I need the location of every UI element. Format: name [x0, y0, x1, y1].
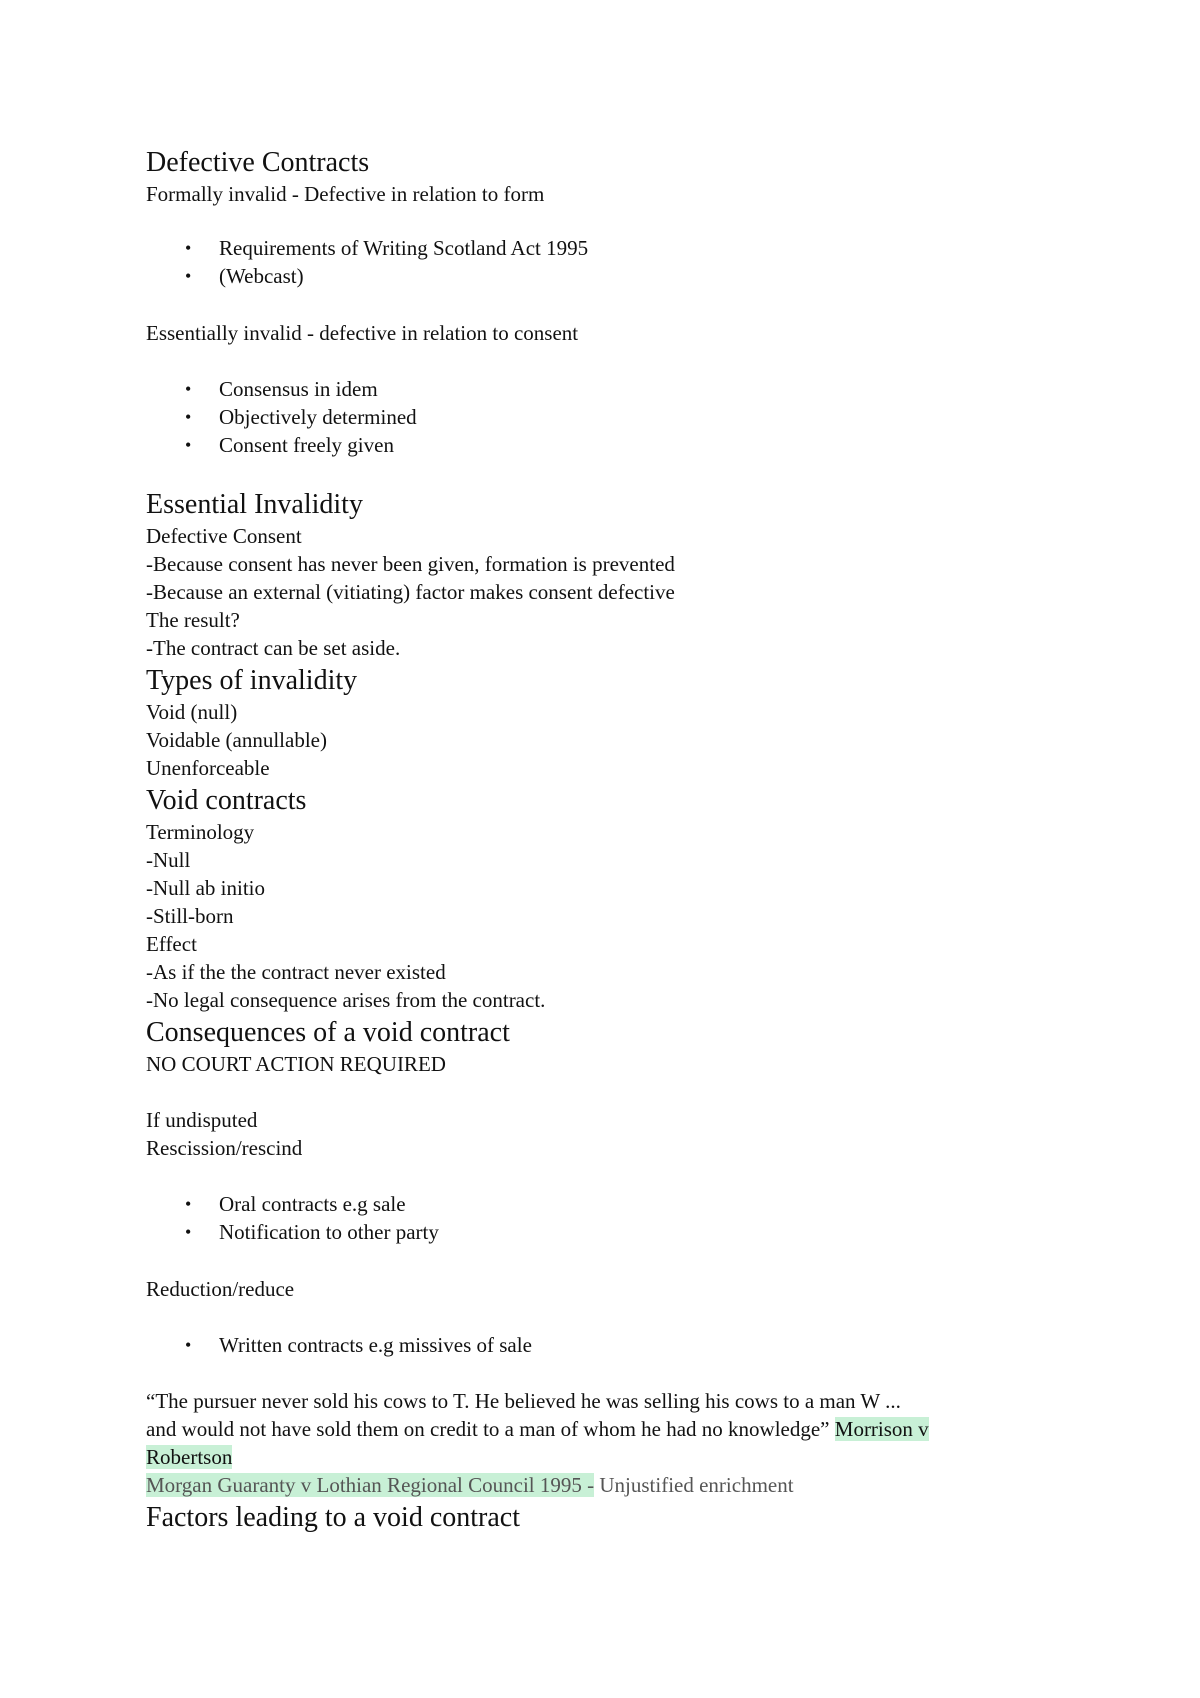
list-item-text: Consent freely given: [219, 433, 394, 457]
list-item: [185, 403, 417, 431]
text-line: Rescission/rescind: [146, 1136, 303, 1160]
text-line: -The contract can be set aside.: [146, 636, 401, 660]
list-item-text: (Webcast): [219, 264, 304, 288]
text-line: -Still-born: [146, 904, 234, 928]
text-line: -Because an external (vitiating) factor makes consent defective: [146, 580, 675, 604]
text-line: NO COURT ACTION REQUIRED: [146, 1052, 446, 1076]
heading-types-of-invalidity: Types of invalidity: [146, 665, 358, 696]
text-line: -Because consent has never been given, formation is prevented: [146, 552, 675, 576]
case-citation-line: [146, 1471, 794, 1499]
quote-line: [146, 1415, 929, 1443]
bullet-icon: •: [185, 1335, 192, 1355]
case-citation: Robertson: [146, 1445, 233, 1469]
list-item: [185, 431, 394, 459]
bullet-icon: •: [185, 407, 192, 427]
bullet-icon: •: [185, 238, 192, 258]
text-line: Defective Consent: [146, 524, 302, 548]
essential-invalid-line: Essentially invalid - defective in relation to consent: [146, 321, 579, 345]
case-citation-line: [146, 1443, 232, 1471]
list-item: [185, 1331, 532, 1359]
list-item: [185, 375, 378, 403]
text-line: Unenforceable: [146, 756, 270, 780]
text-line: Reduction/reduce: [146, 1277, 295, 1301]
list-item-text: Consensus in idem: [219, 377, 378, 401]
text-line: -As if the the contract never existed: [146, 960, 446, 984]
case-note: Unjustified enrichment: [599, 1473, 794, 1497]
text-line: -Null: [146, 848, 191, 872]
list-item-text: Oral contracts e.g sale: [219, 1192, 406, 1216]
text-line: Void (null): [146, 700, 238, 724]
heading-defective-contracts: Defective Contracts: [146, 147, 370, 178]
text-line: -Null ab initio: [146, 876, 265, 900]
list-item-text: Requirements of Writing Scotland Act 1995: [219, 236, 589, 260]
text-line: Effect: [146, 932, 197, 956]
case-citation: Morgan Guaranty v Lothian Regional Council 1995 -: [146, 1473, 595, 1497]
text-line: -No legal consequence arises from the contract.: [146, 988, 546, 1012]
quote-text: and would not have sold them on credit to a man of whom he had no knowledge”: [146, 1417, 830, 1441]
list-item: [185, 1218, 439, 1246]
heading-essential-invalidity: Essential Invalidity: [146, 489, 363, 520]
bullet-icon: •: [185, 379, 192, 399]
list-item: [185, 234, 589, 262]
bullet-icon: •: [185, 435, 192, 455]
list-item-text: Notification to other party: [219, 1220, 439, 1244]
list-item-text: Objectively determined: [219, 405, 417, 429]
text-line: Terminology: [146, 820, 255, 844]
list-item: [185, 1190, 406, 1218]
bullet-icon: •: [185, 1222, 192, 1242]
text-line: The result?: [146, 608, 240, 632]
list-item: [185, 262, 304, 290]
text-line: Voidable (annullable): [146, 728, 327, 752]
formal-invalid-line: Formally invalid - Defective in relation to form: [146, 182, 545, 206]
list-item-text: Written contracts e.g missives of sale: [219, 1333, 532, 1357]
bullet-icon: •: [185, 1194, 192, 1214]
text-line: If undisputed: [146, 1108, 258, 1132]
bullet-icon: •: [185, 266, 192, 286]
heading-factors: Factors leading to a void contract: [146, 1502, 520, 1533]
case-citation: Morrison v: [834, 1417, 929, 1441]
heading-void-contracts: Void contracts: [146, 785, 307, 816]
quote-line: “The pursuer never sold his cows to T. He believed he was selling his cows to a man W ...: [146, 1389, 901, 1413]
heading-consequences: Consequences of a void contract: [146, 1017, 510, 1048]
